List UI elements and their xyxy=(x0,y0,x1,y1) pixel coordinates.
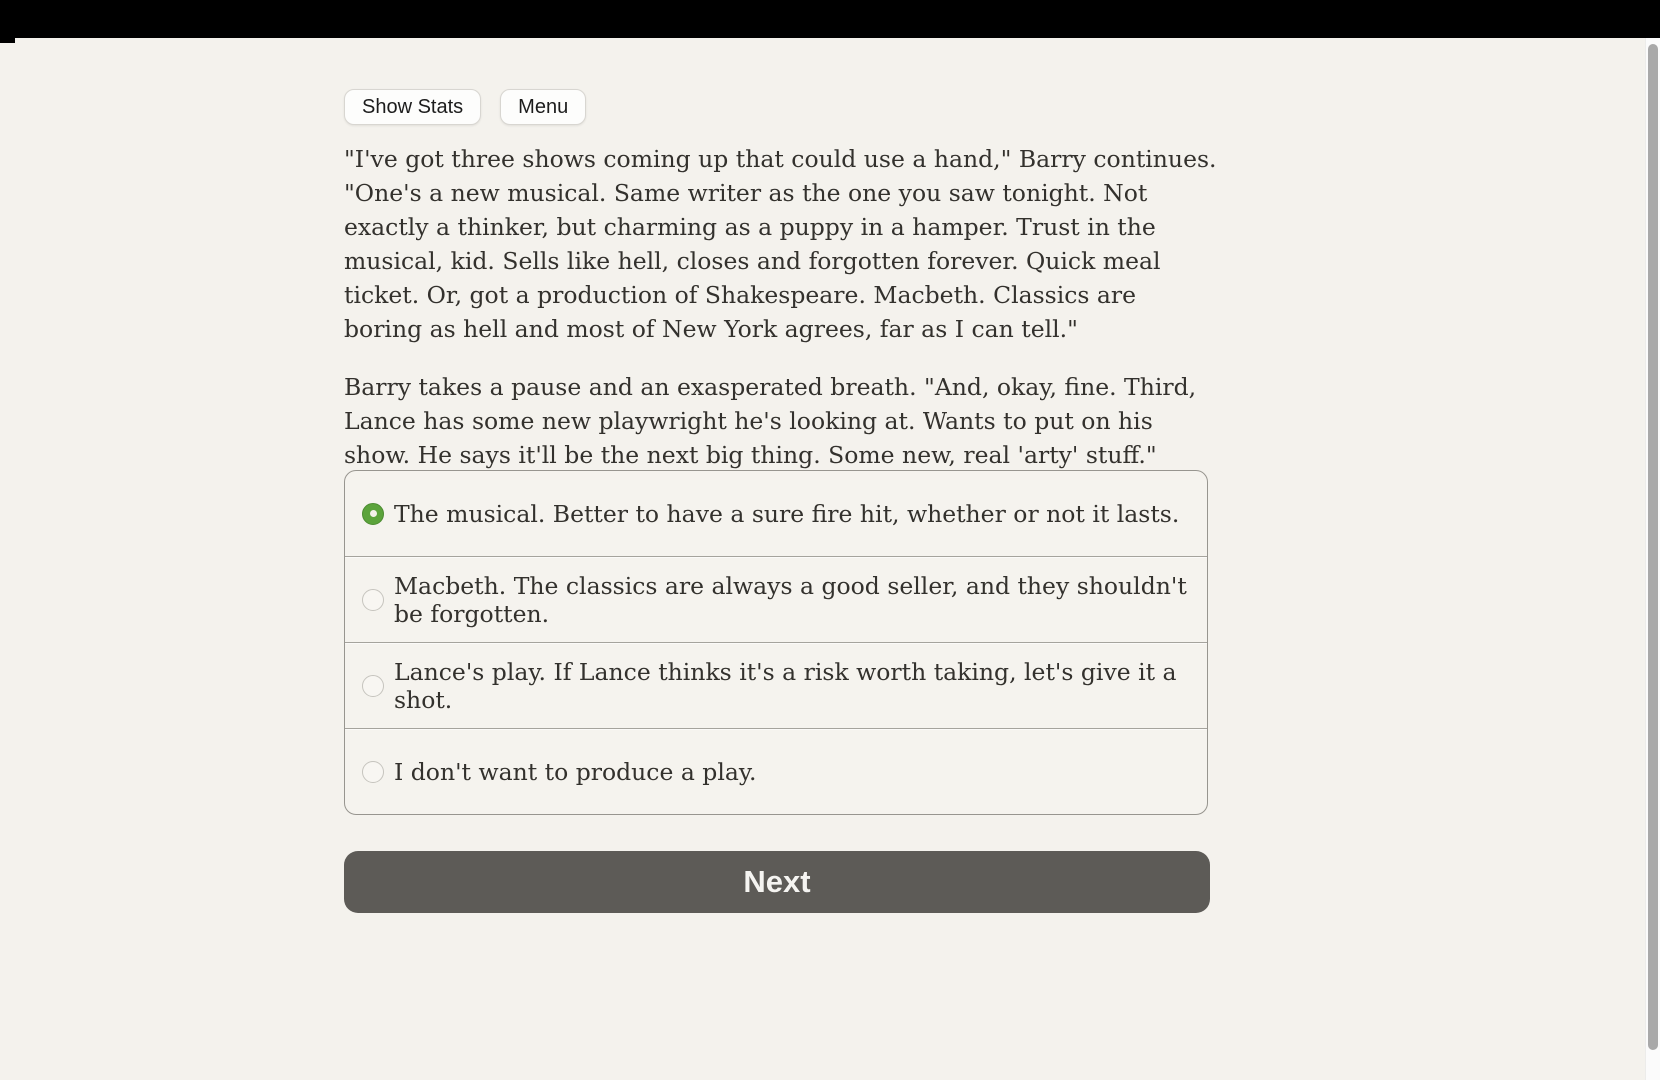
choice-option-no-play[interactable] xyxy=(345,729,1207,814)
choice-option-label: I don't want to produce a play. xyxy=(394,757,757,786)
radio-button-selected-icon[interactable] xyxy=(362,503,384,525)
radio-button-icon[interactable] xyxy=(362,761,384,783)
menu-button[interactable]: Menu xyxy=(500,89,586,125)
scrollbar-thumb[interactable] xyxy=(1648,44,1658,1050)
radio-button-icon[interactable] xyxy=(362,589,384,611)
story-paragraph-1: "I've got three shows coming up that could use a hand," Barry continues. "One's a new musical. Same writer as the one you saw tonight. Not exactly a thinker, but charming as a puppy in a hamper. Trust in the musical, kid. Sells like hell, closes and forgotten forever. Quick meal ticket. Or, got a production of Shakespeare. Macbeth. Classics are boring as hell and most of New York agrees, far as I can tell." xyxy=(344,145,1217,343)
choice-option-label: Lance's play. If Lance thinks it's a risk worth taking, let's give it a shot. xyxy=(394,657,1177,714)
story-paragraph-2: Barry takes a pause and an exasperated breath. "And, okay, fine. Third, Lance has some new playwright he's looking at. Wants to put on his show. He says it'll be the next big thing. Some new, real 'arty' stuff." xyxy=(344,373,1197,469)
choice-option-label: Macbeth. The classics are always a good seller, and they shouldn't be forgotten. xyxy=(394,571,1187,628)
toolbar xyxy=(344,89,586,125)
next-button[interactable]: Next xyxy=(344,851,1210,913)
show-stats-button[interactable]: Show Stats xyxy=(344,89,481,125)
letterbox-corner-notch xyxy=(0,38,15,43)
choice-option-lances-play[interactable] xyxy=(345,643,1207,729)
story-text xyxy=(344,142,1220,496)
radio-button-icon[interactable] xyxy=(362,675,384,697)
choice-option-label: The musical. Better to have a sure fire hit, whether or not it lasts. xyxy=(394,499,1180,528)
choice-option-musical[interactable] xyxy=(345,471,1207,557)
choice-group xyxy=(344,470,1208,815)
letterbox-top-bar xyxy=(0,0,1660,38)
choice-option-macbeth[interactable] xyxy=(345,557,1207,643)
scrollbar-track[interactable] xyxy=(1645,38,1660,1080)
